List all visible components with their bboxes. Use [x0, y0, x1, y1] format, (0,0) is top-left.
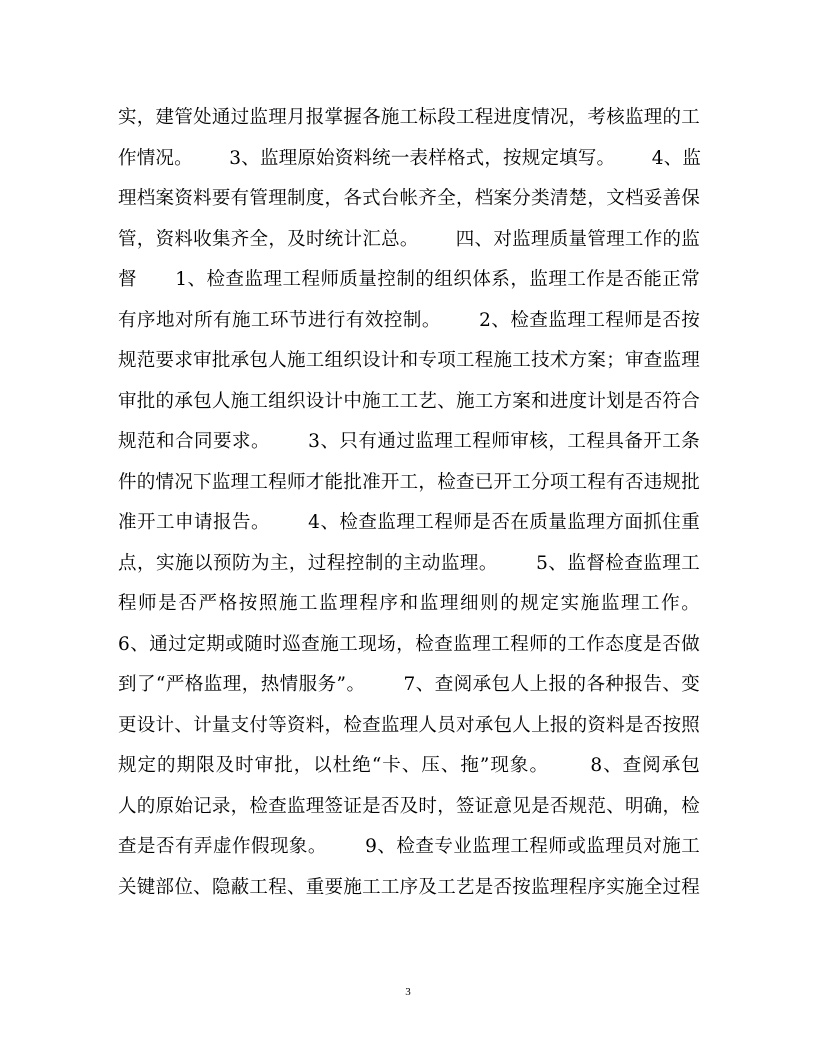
body-text: [118, 98, 700, 908]
text-line: 规定的期限及时审批，以杜绝“卡、压、拖”现象。 8、查阅承包: [118, 755, 700, 776]
text-line: 实，建管处通过监理月报掌握各施工标段工程进度情况，考核监理的工: [118, 107, 700, 128]
text-line: 人的原始记录，检查监理签证是否及时，签证意见是否规范、明确，检: [118, 795, 700, 817]
text-line: 6、通过定期或随时巡查施工现场，检查监理工程师的工作态度是否做: [118, 633, 700, 655]
page-number: 3: [405, 986, 411, 998]
text-line: 有序地对所有施工环节进行有效控制。 2、检查监理工程师是否按: [118, 309, 700, 331]
text-line: 规范要求审批承包人施工组织设计和专项工程施工技术方案；审查监理: [118, 350, 700, 371]
text-line: 件的情况下监理工程师才能批准开工，检查已开工分项工程有否违规批: [118, 471, 700, 493]
text-line: 审批的承包人施工组织设计中施工工艺、施工方案和进度计划是否符合: [118, 390, 700, 412]
text-line: 到了“严格监理，热情服务”。 7、查阅承包人上报的各种报告、变: [118, 674, 700, 695]
text-line: 准开工申请报告。 4、检查监理工程师是否在质量监理方面抓住重: [118, 512, 700, 533]
text-line: 督 1、检查监理工程师质量控制的组织体系，监理工作是否能正常: [118, 269, 700, 290]
text-line: 查是否有弄虚作假现象。 9、检查专业监理工程师或监理员对施工: [118, 836, 700, 857]
text-line: 程师是否严格按照施工监理程序和监理细则的规定实施监理工作。: [118, 593, 700, 614]
text-line: 管，资料收集齐全，及时统计汇总。 四、对监理质量管理工作的监: [118, 228, 700, 250]
text-line: 理档案资料要有管理制度，各式台帐齐全，档案分类清楚，文档妥善保: [118, 188, 700, 209]
text-line: 更设计、计量支付等资料，检查监理人员对承包人上报的资料是否按照: [118, 714, 700, 736]
text-line: 规范和合同要求。 3、只有通过监理工程师审核，工程具备开工条: [118, 431, 700, 452]
text-line: 点，实施以预防为主，过程控制的主动监理。 5、监督检查监理工: [118, 552, 700, 574]
text-line: 作情况。 3、监理原始资料统一表样格式，按规定填写。 4、监: [118, 147, 702, 169]
text-line: 关键部位、隐蔽工程、重要施工工序及工艺是否按监理程序实施全过程: [118, 876, 700, 898]
